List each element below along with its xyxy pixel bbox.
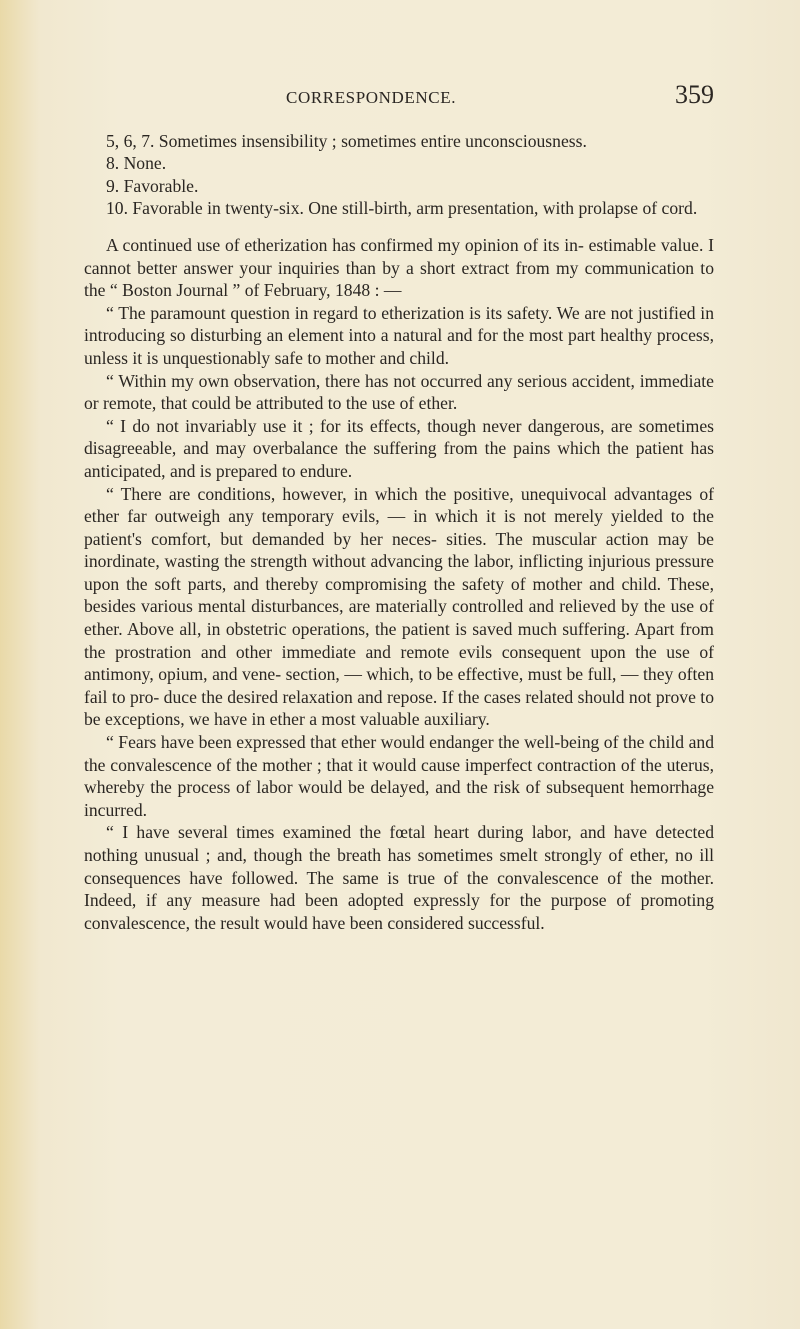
page-number: 359 [675, 80, 714, 109]
running-title: CORRESPONDENCE. [286, 88, 457, 107]
answer-item: 9. Favorable. [106, 175, 199, 196]
quoted-paragraph: “ There are conditions, however, in which the positive, unequivocal advantages of ether far outweigh any temporary evils, — in which it is not merely yielded to the patient's comfort, but demanded by her neces- sities. The muscular action may be inordinate, wasting the strength without advancing the labor, inflicting injurious pressure upon the soft parts, and thereby compromising the safety of mother and child. These, besides various mental disturbances, are materially controlled and relieved by the use of ether. Above all, in obstetric operations, the patient is saved much suffering. Apart from the prostration and other immediate and remote evils consequent upon the use of antimony, opium, and vene- section, — which, to be effective, must be full, — they often fail to pro- duce the desired relaxation and repose. If the cases related should not prove to be exceptions, we have in ether a most valuable auxiliary. [84, 483, 714, 730]
quoted-paragraph: “ Within my own observation, there has not occurred any serious accident, immediate or remote, that could be attributed to the use of ether. [84, 370, 714, 414]
answer-item: 8. None. [106, 153, 167, 174]
intro-paragraph: A continued use of etherization has confirmed my opinion of its in- estimable value. I cannot better answer your inquiries than by a short extract from my communication to the “ Boston Journal ” of February, 1848 : — [84, 234, 714, 301]
quoted-paragraph: “ I do not invariably use it ; for its effects, though never dangerous, are sometimes disagreeable, and may overbalance the suffering from the pains which the patient has anticipated, and is prepared to endure. [84, 415, 714, 481]
page-text [84, 80, 714, 934]
paragraph-gap [84, 220, 714, 234]
answer-item: 10. Favorable in twenty-six. One still-birth, arm presentation, with prolapse of cord. [106, 198, 698, 219]
quoted-paragraph: “ I have several times examined the fœtal heart during labor, and have detected nothing unusual ; and, though the breath has sometimes smelt strongly of ether, no ill consequences have followed. The same is true of the convalescence of the mother. Indeed, if any measure had been adopted expressly for the purpose of promoting convalescence, the result would have been considered successful. [84, 822, 714, 933]
answer-item: 5, 6, 7. Sometimes insensibility ; sometimes entire unconsciousness. [106, 130, 587, 151]
page-header [286, 80, 714, 110]
quoted-paragraph: “ Fears have been expressed that ether would endanger the well-being of the child and the convalescence of the mother ; that it would cause imperfect contraction of the uterus, whereby the process of labor would be delayed, and the risk of subsequent hemorrhage incurred. [84, 732, 714, 820]
quoted-paragraph: “ The paramount question in regard to etherization is its safety. We are not justified in introducing so disturbing an element into a natural and for the most part healthy process, unless it is unquestionably safe to mother and child. [84, 302, 714, 368]
